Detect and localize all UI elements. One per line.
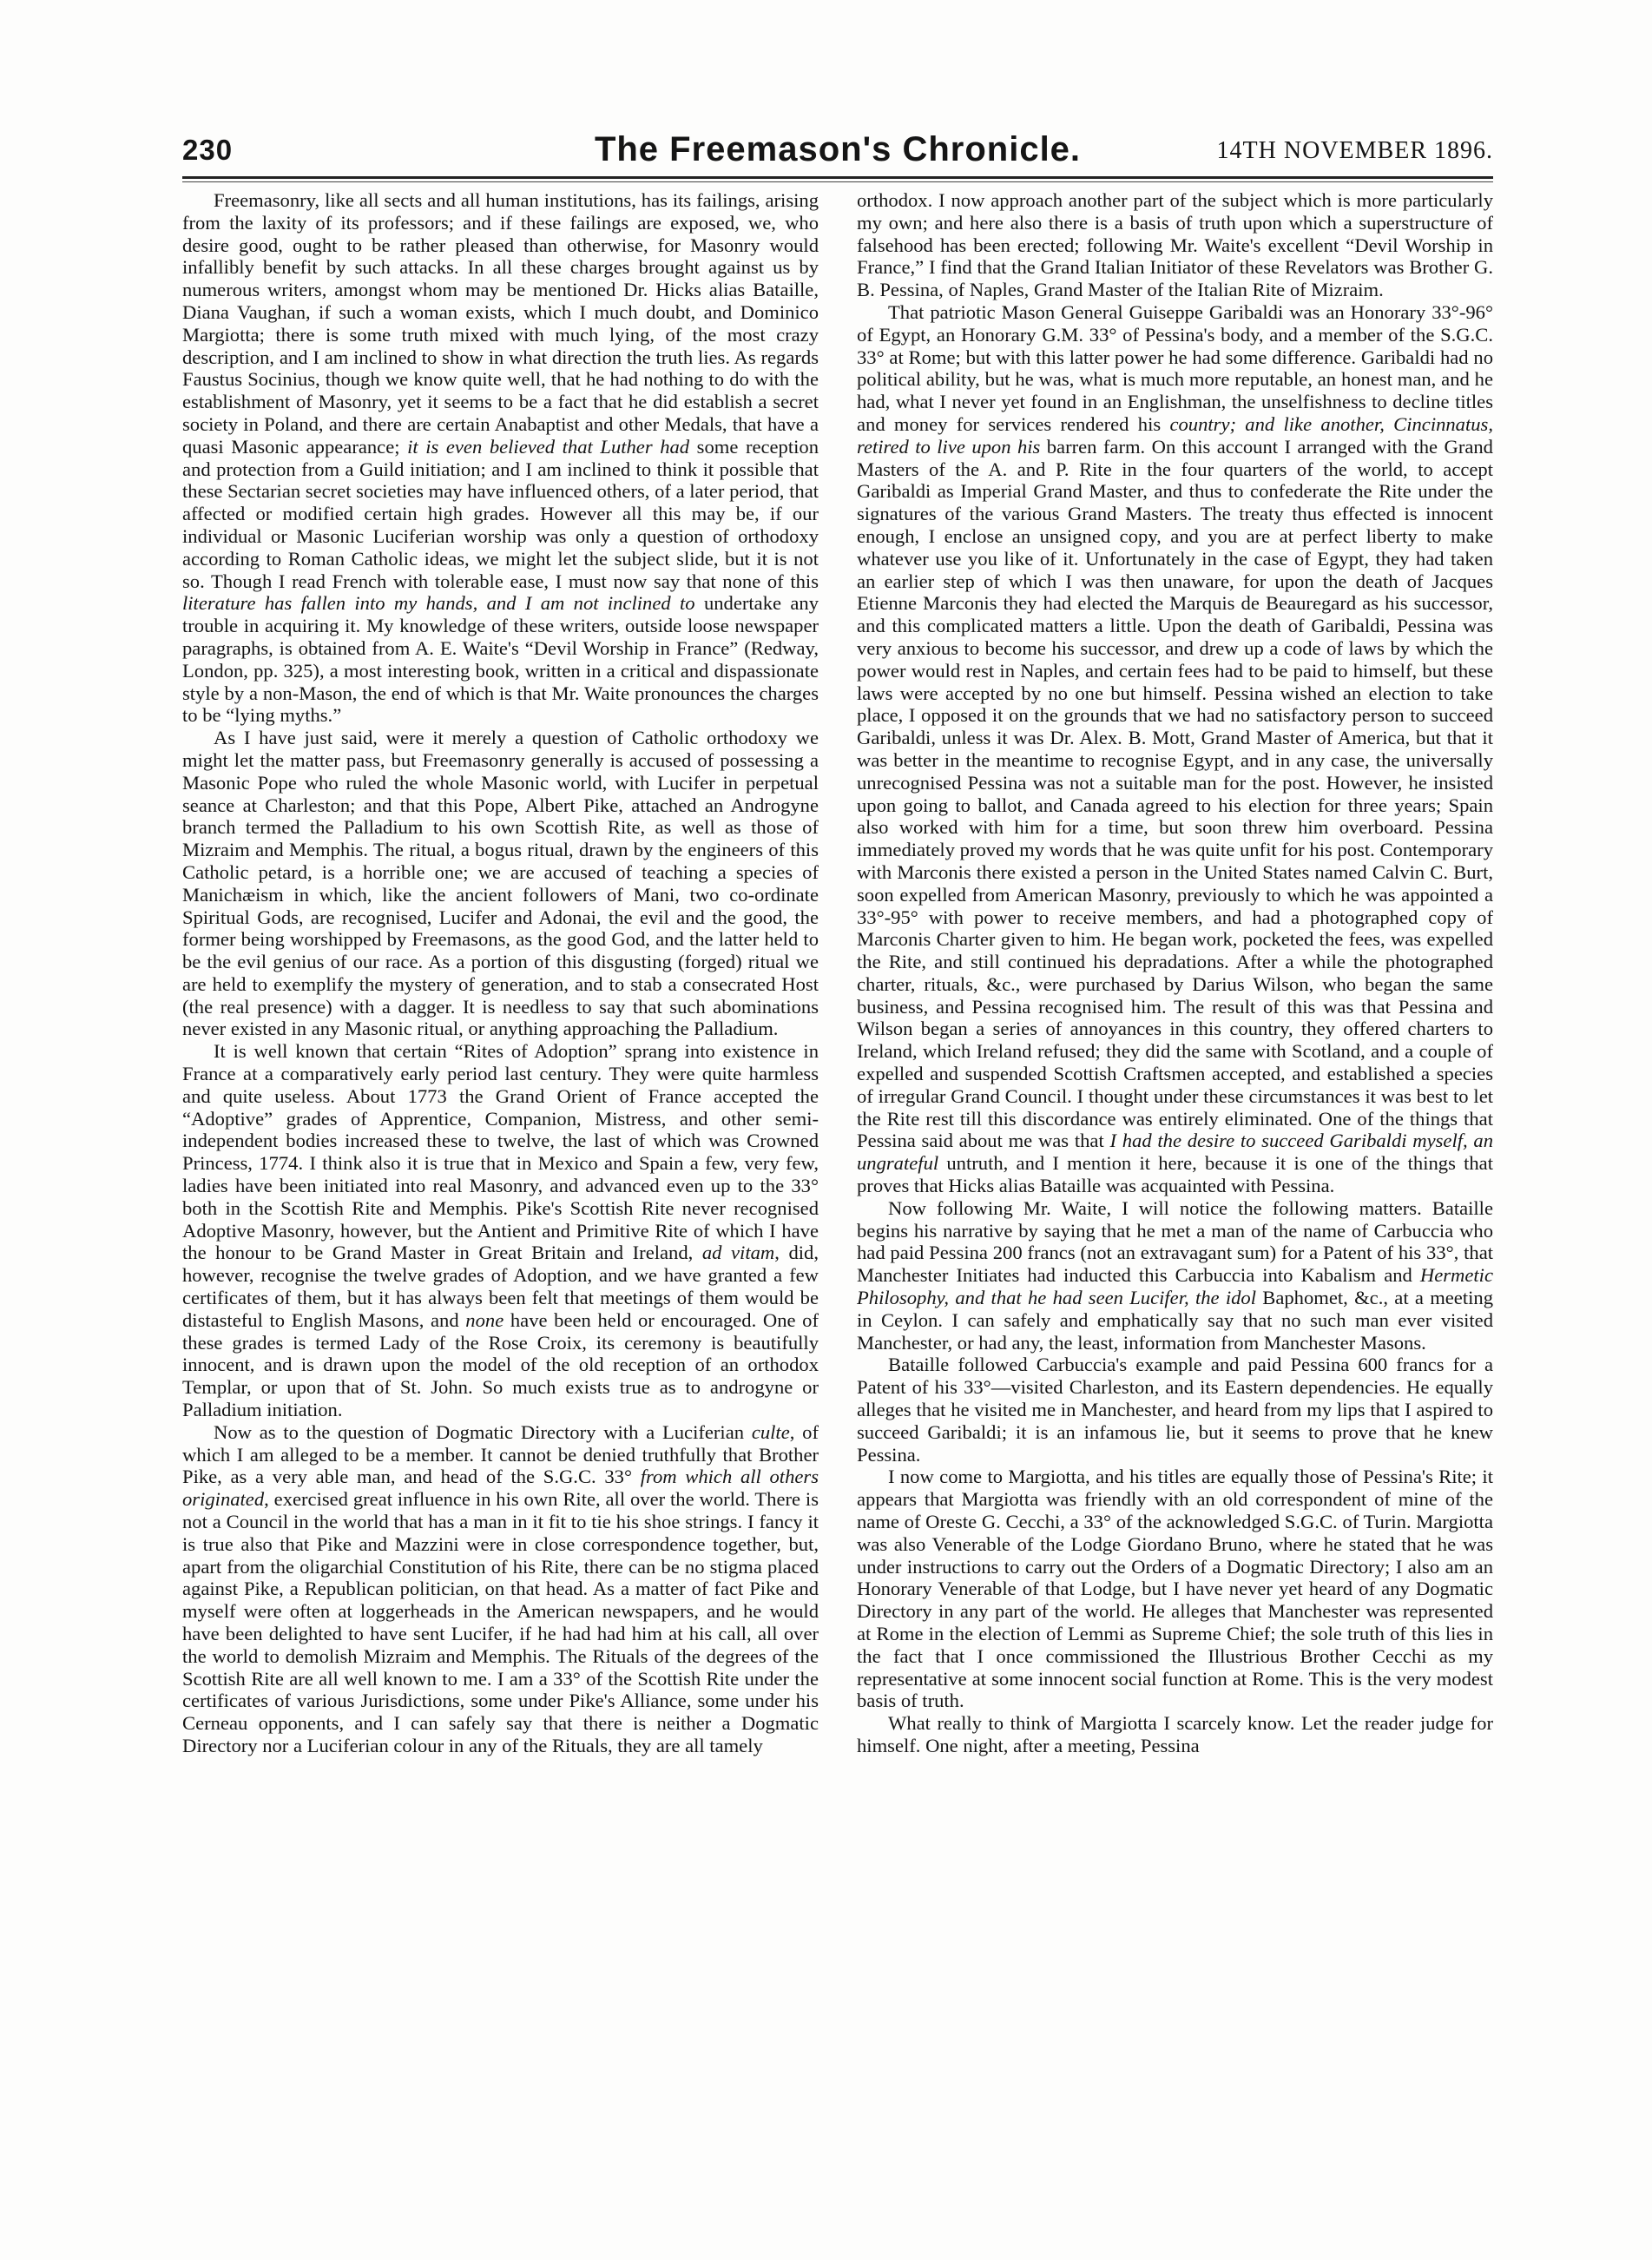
paragraph-text: Bataille followed Carbuccia's example and paid Pessina 600 francs for a Patent of his 33°—visited Charleston, and its Eastern dependencies. He equally alleges that he visited me in Manchester, and heard from my lips that I aspired to succeed Garibaldi; it is an infamous lie, but it seems to prove that he knew Pessina. xyxy=(857,1354,1493,1466)
right-column xyxy=(857,189,1493,2125)
italic-text: Hermetic Philosophy, and that he had seen Lucifer, the idol xyxy=(857,1264,1493,1309)
italic-text: literature has fallen into my hands, and I am not inclined to xyxy=(182,592,695,615)
paragraph-text: orthodox. I now approach another part of the subject which is more particularly my own; and here also there is a basis of truth upon which a superstructure of falsehood has been erected; following Mr. Waite's excellent “Devil Worship in France,” I find that the Grand Italian Initiator of these Revelators was Brother G. B. Pessina, of Naples, Grand Master of the Italian Rite of Mizraim. xyxy=(857,189,1493,301)
page-header xyxy=(182,130,1493,175)
article-paragraph xyxy=(182,1040,819,1421)
article-paragraph xyxy=(857,301,1493,1197)
paragraph-text: some reception and protection from a Guild initiation; and I am inclined to think it possible that these Sectarian secret societies may have influenced others, of a later period, that affected or modified certain high grades. However all this may be, if our individual or Masonic Luciferian worship was only a question of orthodoxy according to Roman Catholic ideas, we might let the subject slide, but it is not so. Though I read French with tolerable ease, I must now say that none of this xyxy=(182,435,819,592)
paragraph-text: Now as to the question of Dogmatic Directory with a Luciferian xyxy=(214,1420,752,1443)
publication-title: The Freemason's Chronicle. xyxy=(594,130,1082,168)
paragraph-text: , did, however, recognise the twelve grades of Adoption, and we have granted a few certificates of them, but it has always been felt that meetings of them would be distasteful to English Masons, and xyxy=(182,1242,819,1331)
italic-text: country; and like another, Cincinnatus, retired to live upon his xyxy=(857,412,1493,458)
italic-text: culte xyxy=(751,1420,790,1443)
article-paragraph xyxy=(857,1712,1493,1757)
paragraph-text: I now come to Margiotta, and his titles are equally those of Pessina's Rite; it appears that Margiotta was friendly with an old correspondent of mine of the name of Oreste G. Cecchi, a 33° of the acknowledged S.G.C. of Turin. Margiotta was also Venerable of the Lodge Giordano Bruno, where he stated that he was under instructions to carry out the Orders of a Dogmatic Directory; I also am an Honorary Venerable of that Lodge, but I have never yet heard of any Dogmatic Directory in any part of the world. He alleges that Manchester was represented at Rome in the election of Lemmi as Supreme Chief; the sole truth of this lies in the fact that I once commissioned the Illustrious Brother Cecchi as my representative at some innocent social function at Rome. This is the very modest basis of truth. xyxy=(857,1466,1493,1712)
header-rule-thin xyxy=(182,181,1493,182)
paragraph-text: , exercised great influence in his own Rite, all over the world. There is not a Council in the world that has a man in it fit to tie his shoe strings. I fancy it is true also that Pike and Mazzini were in close correspondence together, but, apart from the oligarchial Constitution of his Rite, there can be no stigma placed against Pike, a Republican politician, on that head. As a matter of fact Pike and myself were often at loggerheads in the American newspapers, and he would have been delighted to have sent Lucifer, if he had had him at his call, all over the world to demolish Mizraim and Memphis. The Rituals of the degrees of the Scottish Rite are all well known to me. I am a 33° of the Scottish Rite under the certificates of various Jurisdictions, some under Pike's Alliance, some under his Cerneau opponents, and I can safely say that there is neither a Dogmatic Directory nor a Luciferian colour in any of the Rituals, they are all tamely xyxy=(182,1488,819,1756)
header-rule xyxy=(182,176,1493,179)
paragraph-text: barren farm. On this account I arranged with the Grand Masters of the A. and P. Rite in the four quarters of the world, to accept Garibaldi as Imperial Grand Master, and thus to confederate the Rite under the signatures of the various Grand Masters. The treaty thus effected is innocent enough, I enclose an unsigned copy, and you are at perfect liberty to make whatever use you like of it. Unfortunately in the case of Egypt, they had taken an earlier step of which I was then unaware, for upon the death of Jacques Etienne Marconis they had elected the Marquis de Beauregard as his successor, and this complicated matters a little. Upon the death of Garibaldi, Pessina was very anxious to become his successor, and drew up a code of laws by which the power would rest in Naples, and certain fees had to be paid to himself, but these laws were accepted by no one but himself. Pessina wished an election to take place, I opposed it on the grounds that we had no satisfactory person to succeed Garibaldi, unless it was Dr. Alex. B. Mott, Grand Master of America, but that it was better in the meantime to recognise Egypt, and in any case, the universally unrecognised Pessina was not a suitable man for the post. However, he insisted upon going to ballot, and Canada agreed to his election for three years; Spain also worked with him for a time, but soon threw him overboard. Pessina immediately proved my words that he was quite unfit for his post. Contemporary with Marconis there existed a person in the United States named Calvin C. Burt, soon expelled from American Masonry, previously to which he was appointed a 33°-95° with power to receive members, and had a photographed copy of Marconis Charter given to him. He began work, pocketed the fees, was expelled the Rite, and still continued his depradations. After a while the photographed charter, rituals, &c., were purchased by Darius Wilson, who began the same business, and Pessina recognised him. The result of this was that Pessina and Wilson began a series of annoyances in this country, they offered charters to Ireland, which Ireland refused; they did the same with Scotland, and a couple of expelled and suspended Scottish Craftsmen accepted, and established a species of irregular Grand Council. I thought under these circumstances it was best to let the Rite rest till this discordance was entirely eliminated. One of the things that Pessina said about me was that xyxy=(857,435,1493,1152)
italic-text: from which all others originated xyxy=(182,1466,819,1511)
paragraph-text: Baphomet, &c., at a meeting in Ceylon. I can safely and emphatically say that no such man ever visited Manchester, or had any, the least, information from Manchester Masons. xyxy=(857,1287,1493,1354)
article-paragraph xyxy=(857,189,1493,301)
article-paragraph xyxy=(182,727,819,1040)
italic-text: ad vitam xyxy=(701,1242,775,1264)
article-paragraph xyxy=(857,1466,1493,1712)
paragraph-text: It is well known that certain “Rites of Adoption” sprang into existence in France at a comparatively early period last century. They were quite harmless and quite useless. About 1773 the Grand Orient of France accepted the “Adoptive” grades of Apprentice, Companion, Mistress, and other semi-independent bodies increased these to twelve, the last of which was Crowned Princess, 1774. I think also it is true that in Mexico and Spain a few, very few, ladies have been initiated into real Masonry, and advanced even up to the 33° both in the Scottish Rite and Memphis. Pike's Scottish Rite never recognised Adoptive Masonry, however, but the Antient and Primitive Rite of which I have the honour to be Grand Master in Great Britain and Ireland, xyxy=(182,1040,819,1264)
paragraph-text: have been held or encouraged. One of these grades is termed Lady of the Rose Croix, its ceremony is beautifully innocent, and is drawn upon the model of the old reception of an orthodox Templar, or upon that of St. John. So much exists true as to androgyne or Palladium initiation. xyxy=(182,1308,819,1421)
italic-text: it is even believed that Luther had xyxy=(407,435,690,458)
article-paragraph xyxy=(182,1421,819,1757)
paragraph-text: Now following Mr. Waite, I will notice the following matters. Bataille begins his narrative by saying that he met a man of the name of Carbuccia who had paid Pessina 200 francs (not an extravagant sum) for a Patent of his 33°, that Manchester Initiates had inducted this Carbuccia into Kabalism and xyxy=(857,1196,1493,1287)
article-paragraph xyxy=(182,189,819,727)
page-number: 230 xyxy=(182,134,234,166)
paragraph-text: As I have just said, were it merely a question of Catholic orthodoxy we might let the matter pass, but Freemasonry generally is accused of possessing a Masonic Pope who ruled the whole Masonic world, with Lucifer in perpetual seance at Charleston; and that this Pope, Albert Pike, attached an Androgyne branch termed the Palladium to his own Scottish Rite, as well as those of Mizraim and Memphis. The ritual, a bogus ritual, drawn by the engineers of this Catholic petard, is a horrible one; we are accused of teaching a species of Manichæism in which, like the ancient followers of Mani, two co-ordinate Spiritual Gods, are recognised, Lucifer and Adonai, the evil and the good, the former being worshipped by Freemasons, as the good God, and the latter held to be the evil genius of our race. As a portion of this disgusting (forged) ritual we are held to exemplify the mystery of generation, and to stab a consecrated Host (the real presence) with a dagger. It is needless to say that such abominations never existed in any Masonic ritual, or anything approaching the Palladium. xyxy=(182,727,819,1040)
paragraph-text: undertake any trouble in acquiring it. My knowledge of these writers, outside loose newspaper paragraphs, is obtained from A. E. Waite's “Devil Worship in France” (Redway, London, pp. 325), a most interesting book, written in a critical and dispassionate style by a non-Mason, the end of which is that Mr. Waite pronounces the charges to be “lying myths.” xyxy=(182,592,819,727)
paragraph-text: Freemasonry, like all sects and all human institutions, has its failings, arising from the laxity of its professors; and if these failings are exposed, we, who desire good, ought to be rather pleased than otherwise, for Masonry would infallibly benefit by such attacks. In all these charges brought against us by numerous writers, amongst whom may be mentioned Dr. Hicks alias Bataille, Diana Vaughan, if such a woman exists, which I much doubt, and Dominico Margiotta; there is some truth mixed with much lying, of the most crazy description, and I am inclined to show in what direction the truth lies. As regards Faustus Socinius, though we know quite well, that he had nothing to do with the establishment of Masonry, yet it seems to be a fact that he did establish a secret society in Poland, and there are certain Anabaptist and other Medals, that have a quasi Masonic appearance; xyxy=(182,189,819,458)
article-paragraph xyxy=(857,1197,1493,1354)
italic-text: none xyxy=(465,1308,504,1331)
left-column xyxy=(182,189,819,2125)
paragraph-text: , of which I am alleged to be a member. It cannot be denied truthfully that Brother Pike, as a very able man, and head of the S.G.C. 33° xyxy=(182,1420,819,1488)
paragraph-text: What really to think of Margiotta I scarcely know. Let the reader judge for himself. One night, after a meeting, Pessina xyxy=(857,1712,1493,1756)
paragraph-text: That patriotic Mason General Guiseppe Garibaldi was an Honorary 33°-96° of Egypt, an Honorary G.M. 33° of Pessina's body, and a member of the S.G.C. 33° at Rome; but with this latter power he had some difference. Garibaldi had no political ability, but he was, what is much more reputable, an honest man, and he had, what I never yet found in an Englishman, the unselfishness to decline titles and money for services rendered his xyxy=(857,300,1493,435)
issue-date: 14TH NOVEMBER 1896. xyxy=(1216,137,1493,164)
italic-text: I had the desire to succeed Garibaldi myself, an ungrateful xyxy=(857,1130,1493,1175)
article-paragraph xyxy=(857,1354,1493,1466)
paragraph-text: untruth, and I mention it here, because it is one of the things that proves that Hicks alias Bataille was acquainted with Pessina. xyxy=(857,1152,1493,1197)
